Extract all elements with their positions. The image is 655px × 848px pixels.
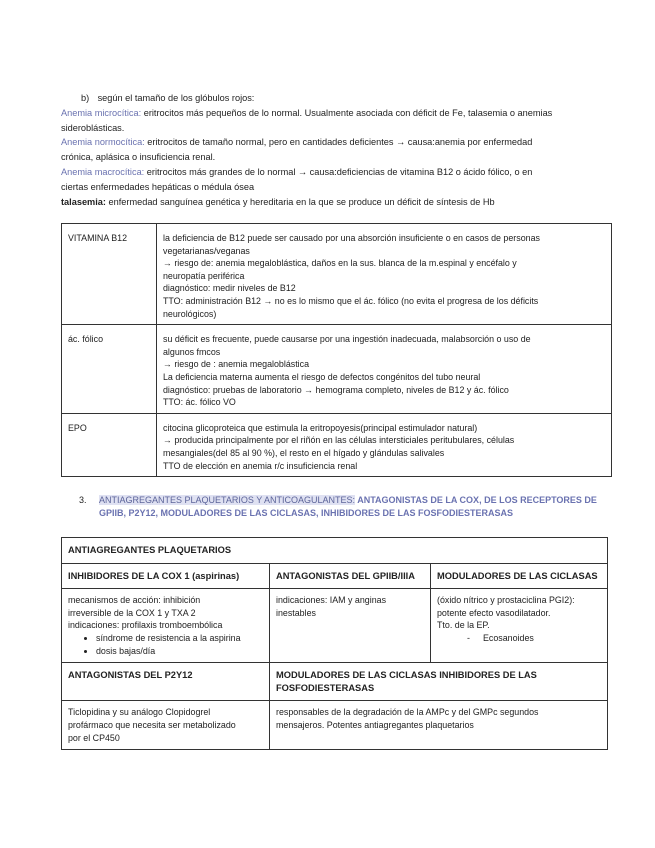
anemia-macrocitica-line2: ciertas enfermedades hepáticas o médula ósea bbox=[61, 181, 255, 192]
row-content: la deficiencia de B12 puede ser causado por una absorción insuficiente o en casos de personas vegetarianas/veganas → riesgo de: anemia megaloblástica, daños en la sus. blanca de la m.espinal y encéfalo y neuropatía periférica diagnóstico: medir niveles de B12 TTO: administración B12 → no es lo mismo que el ác. fólico (no evita el progresa de los déficits neurológicos) bbox=[157, 224, 612, 325]
row-name: ác. fólico bbox=[62, 325, 157, 414]
table-row bbox=[62, 413, 612, 476]
table-row bbox=[62, 325, 612, 414]
header-gpiib: ANTAGONISTAS DEL GPIIB/IIIA bbox=[270, 563, 431, 589]
intro-section bbox=[61, 91, 621, 209]
row-name: VITAMINA B12 bbox=[62, 224, 157, 325]
row-content: su déficit es frecuente, puede causarse por una ingestión inadecuada, malabsorción o uso de algunos fmcos → riesgo de : anemia megaloblástica La deficiencia materna aumenta el riesgo de defectos congénitos del tubo neural diagnóstico: pruebas de laboratorio → hemograma completo, niveles de B12 y ác. fólico TTO: ác. fólico VO bbox=[157, 325, 612, 414]
cell-ciclasas: (óxido nítrico y prostaciclina PGI2): potente efecto vasodilatador. Tto. de la EP. - Ecosanoides bbox=[431, 589, 608, 663]
bullet-list bbox=[68, 632, 263, 657]
cell-cox1: mecanismos de acción: inhibición irreversible de la COX 1 y TXA 2 indicaciones: profilaxis tromboembólica • síndrome de resistencia a la aspirina • dosis bajas/día bbox=[62, 589, 270, 663]
section-3-heading: 3. ANTIAGREGANTES PLAQUETARIOS Y ANTICOAGULANTES: ANTAGONISTAS DE LA COX, DE LOS RECEPTORES DE GPIIB, P2Y12, MODULADORES DE LAS CICLASAS, INHIBIDORES DE LAS FOSFODIESTERASAS bbox=[79, 495, 597, 518]
table-row bbox=[62, 224, 612, 325]
anemia-normocitica-line1: Anemia normocítica: eritrocitos de tamaño normal, pero en cantidades deficientes → causa:anemia por enfermedad bbox=[61, 137, 533, 148]
header-p2y12: ANTAGONISTAS DEL P2Y12 bbox=[62, 663, 270, 701]
talasemia-line: talasemia: enfermedad sanguínea genética y hereditaria en la que se produce un déficit de síntesis de Hb bbox=[61, 196, 495, 207]
subsection-heading: b) según el tamaño de los glóbulos rojos: bbox=[81, 93, 255, 103]
cell-gpiib: indicaciones: IAM y anginas inestables bbox=[270, 589, 431, 663]
header-ciclasas: MODULADORES DE LAS CICLASAS bbox=[431, 563, 608, 589]
table-title: ANTIAGREGANTES PLAQUETARIOS bbox=[62, 538, 608, 564]
anemia-microcitica-line1: Anemia microcítica: eritrocitos más pequeños de lo normal. Usualmente asociada con déficit de Fe, talasemia o anemias bbox=[61, 107, 553, 118]
header-fosfodiesterasas: MODULADORES DE LAS CICLASAS INHIBIDORES DE LAS FOSFODIESTERASAS bbox=[270, 663, 608, 701]
treatments-table bbox=[61, 223, 612, 477]
anemia-microcitica-line2: sideroblásticas. bbox=[61, 122, 125, 133]
anemia-normocitica-line2: crónica, aplásica o insuficiencia renal. bbox=[61, 152, 216, 163]
cell-p2y12: Ticlopidina y su análogo Clopidogrel profármaco que necesita ser metabolizado por el CP450 bbox=[62, 701, 270, 750]
antiagregantes-table bbox=[61, 537, 608, 750]
row-content: citocina glicoproteica que estimula la eritropoyesis(principal estimulador natural) → producida principalmente por el riñón en las células intersticiales peritubulares, células mesangiales(del 85 al 90 %), el resto en el hígado y glándulas salivales TTO de elección en anemia r/c insuficiencia renal bbox=[157, 413, 612, 476]
dash-list-item: - Ecosanoides bbox=[467, 632, 534, 643]
list-item: • síndrome de resistencia a la aspirina bbox=[96, 632, 263, 645]
cell-fosfodiesterasas: responsables de la degradación de la AMPc y del GMPc segundos mensajeros. Potentes antiagregantes plaquetarios bbox=[270, 701, 608, 750]
row-name: EPO bbox=[62, 413, 157, 476]
anemia-macrocitica-line1: Anemia macrocítica: eritrocitos más grandes de lo normal → causa:deficiencias de vitamina B12 o ácido fólico, o en bbox=[61, 166, 533, 177]
list-item: • dosis bajas/día bbox=[96, 645, 263, 658]
header-cox1: INHIBIDORES DE LA COX 1 (aspirinas) bbox=[62, 563, 270, 589]
